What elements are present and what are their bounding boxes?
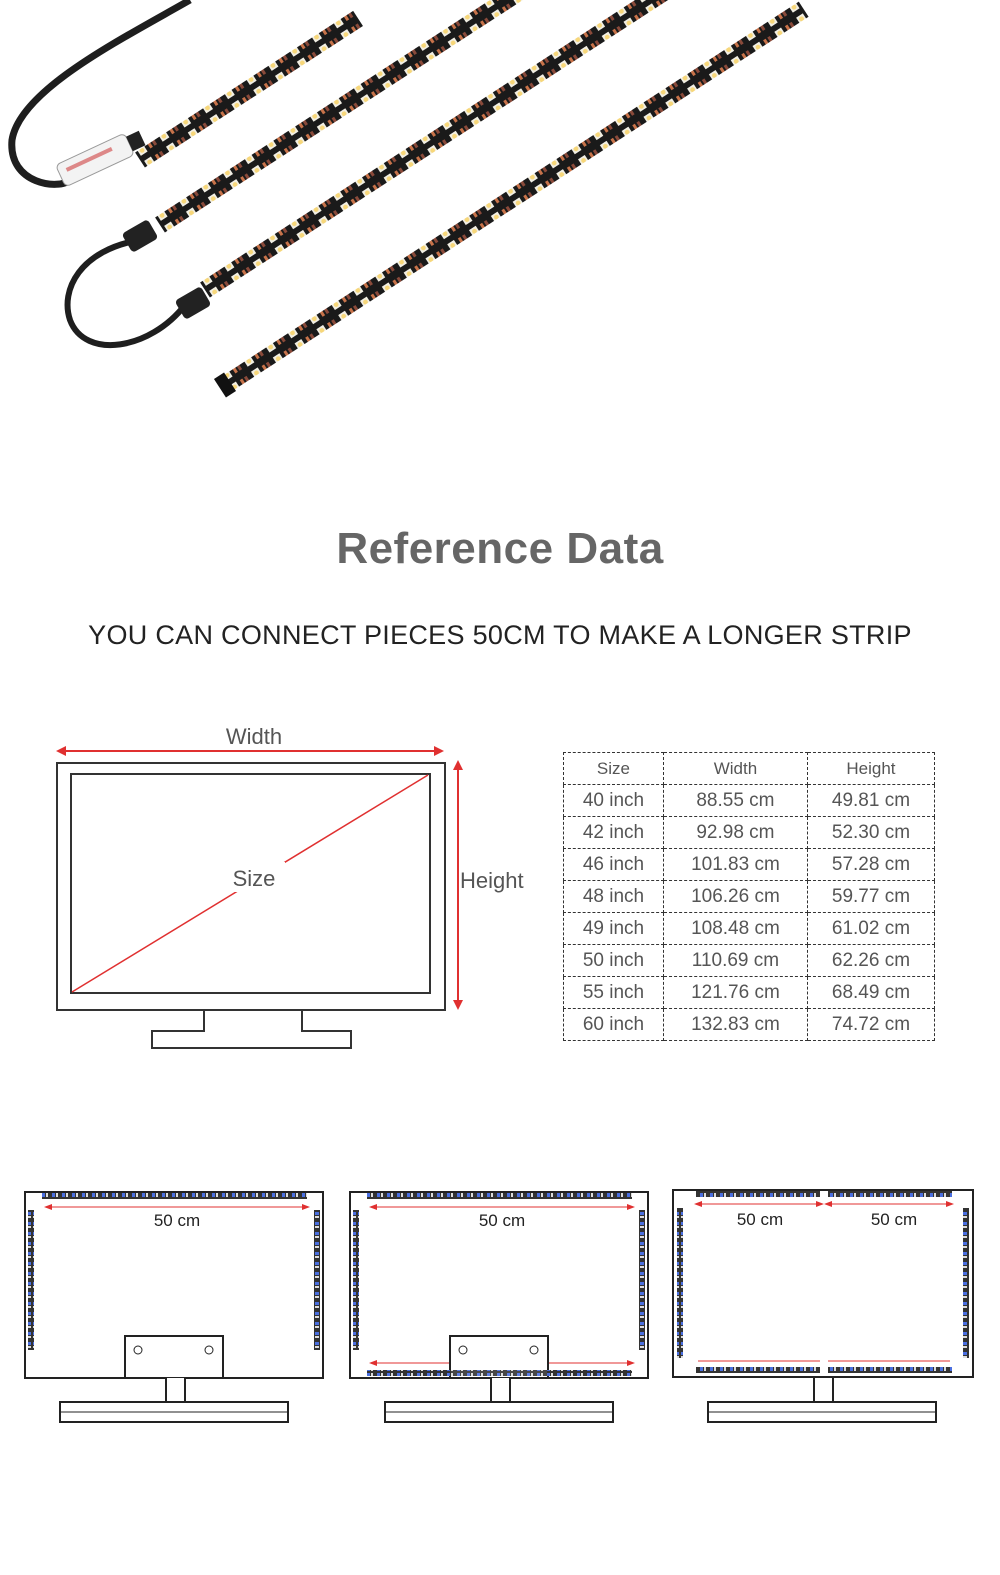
header-width: Width (663, 753, 807, 785)
table-row (564, 977, 935, 1009)
table-row (564, 881, 935, 913)
page-title: Reference Data (336, 524, 664, 573)
table-row (564, 913, 935, 945)
cell-width: 132.83 cm (663, 1009, 807, 1041)
cell-width: 88.55 cm (663, 785, 807, 817)
cell-size: 46 inch (564, 849, 664, 881)
table-row (564, 945, 935, 977)
cell-width: 106.26 cm (663, 881, 807, 913)
layout-diagram-double-frame (668, 1180, 998, 1440)
table-header-row (564, 753, 935, 785)
tv-size-diagram (0, 700, 560, 1070)
layout-diagram-full-frame (345, 1180, 675, 1440)
cell-width: 92.98 cm (663, 817, 807, 849)
table-row (564, 1009, 935, 1041)
table-row (564, 817, 935, 849)
strip-length-label: 50 cm (736, 1210, 784, 1229)
size-label: Size (232, 866, 276, 891)
cell-size: 40 inch (564, 785, 664, 817)
table-row (564, 849, 935, 881)
spec-table (563, 752, 935, 1041)
cell-height: 74.72 cm (807, 1009, 934, 1041)
cell-size: 55 inch (564, 977, 664, 1009)
table-row (564, 785, 935, 817)
cell-height: 62.26 cm (807, 945, 934, 977)
cell-height: 52.30 cm (807, 817, 934, 849)
cell-size: 42 inch (564, 817, 664, 849)
cell-size: 49 inch (564, 913, 664, 945)
cell-size: 50 inch (564, 945, 664, 977)
layout-diagram-u-shape (20, 1180, 350, 1440)
cell-width: 108.48 cm (663, 913, 807, 945)
strip-length-label: 50 cm (153, 1211, 201, 1230)
cell-width: 121.76 cm (663, 977, 807, 1009)
cell-height: 49.81 cm (807, 785, 934, 817)
height-label: Height (460, 868, 524, 893)
cell-height: 57.28 cm (807, 849, 934, 881)
cell-height: 68.49 cm (807, 977, 934, 1009)
cell-size: 60 inch (564, 1009, 664, 1041)
cell-height: 61.02 cm (807, 913, 934, 945)
cell-size: 48 inch (564, 881, 664, 913)
header-size: Size (564, 753, 664, 785)
cell-width: 110.69 cm (663, 945, 807, 977)
page-subtitle: YOU CAN CONNECT PIECES 50CM TO MAKE A LONGER STRIP (88, 620, 912, 650)
header-height: Height (807, 753, 934, 785)
led-strip-product-photo (0, 0, 1000, 420)
cell-height: 59.77 cm (807, 881, 934, 913)
cell-width: 101.83 cm (663, 849, 807, 881)
width-label: Width (225, 724, 283, 749)
strip-length-label: 50 cm (478, 1211, 526, 1230)
strip-length-label: 50 cm (870, 1210, 918, 1229)
